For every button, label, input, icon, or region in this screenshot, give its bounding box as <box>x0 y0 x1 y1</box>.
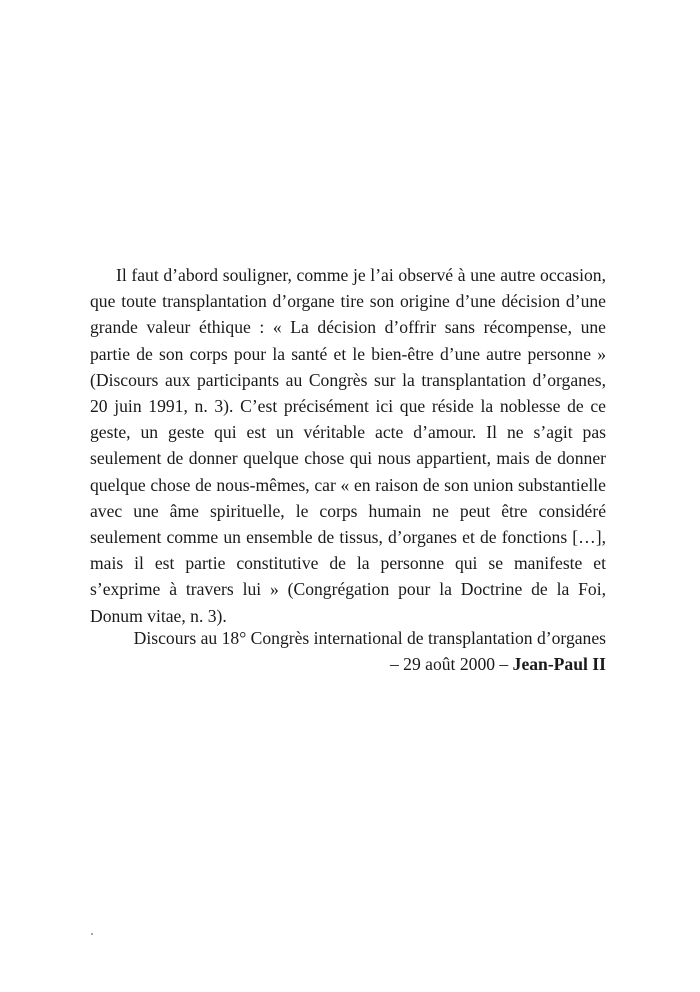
source-author: Jean-Paul II <box>512 654 606 675</box>
page-mark <box>91 933 93 935</box>
source-date-author-line <box>90 651 606 677</box>
quote-paragraph: Il faut d’abord souligner, comme je l’ai observé à une autre occasion, que toute transplantation d’organe tire son origine d’une décision d’une grande valeur éthique : « La décision d’offrir sans récompense, une partie de son corps pour la santé et le bien-être d’une autre personne » (Discours aux participants au Congrès sur la transplantation d’organes, 20 juin 1991, n. 3). C’est précisément ici que réside la noblesse de ce geste, un geste qui est un véritable acte d’amour. Il ne s’agit pas seulement de donner quelque chose qui nous appartient, mais de donner quelque chose de nous-mêmes, car « en raison de son union substantielle avec une âme spirituelle, le corps humain ne peut être considéré seulement comme un ensemble de tissus, d’organes et de fonctions […], mais il est partie constitutive de la personne qui se manifeste et s’exprime à travers lui » (Congrégation pour la Doctrine de la Foi, Donum vitae, n. 3). <box>90 265 606 626</box>
source-event: Discours au 18° Congrès international de transplantation d’organes <box>133 628 606 648</box>
quote-source <box>90 625 606 677</box>
source-date: – 29 août 2000 – <box>389 654 509 675</box>
